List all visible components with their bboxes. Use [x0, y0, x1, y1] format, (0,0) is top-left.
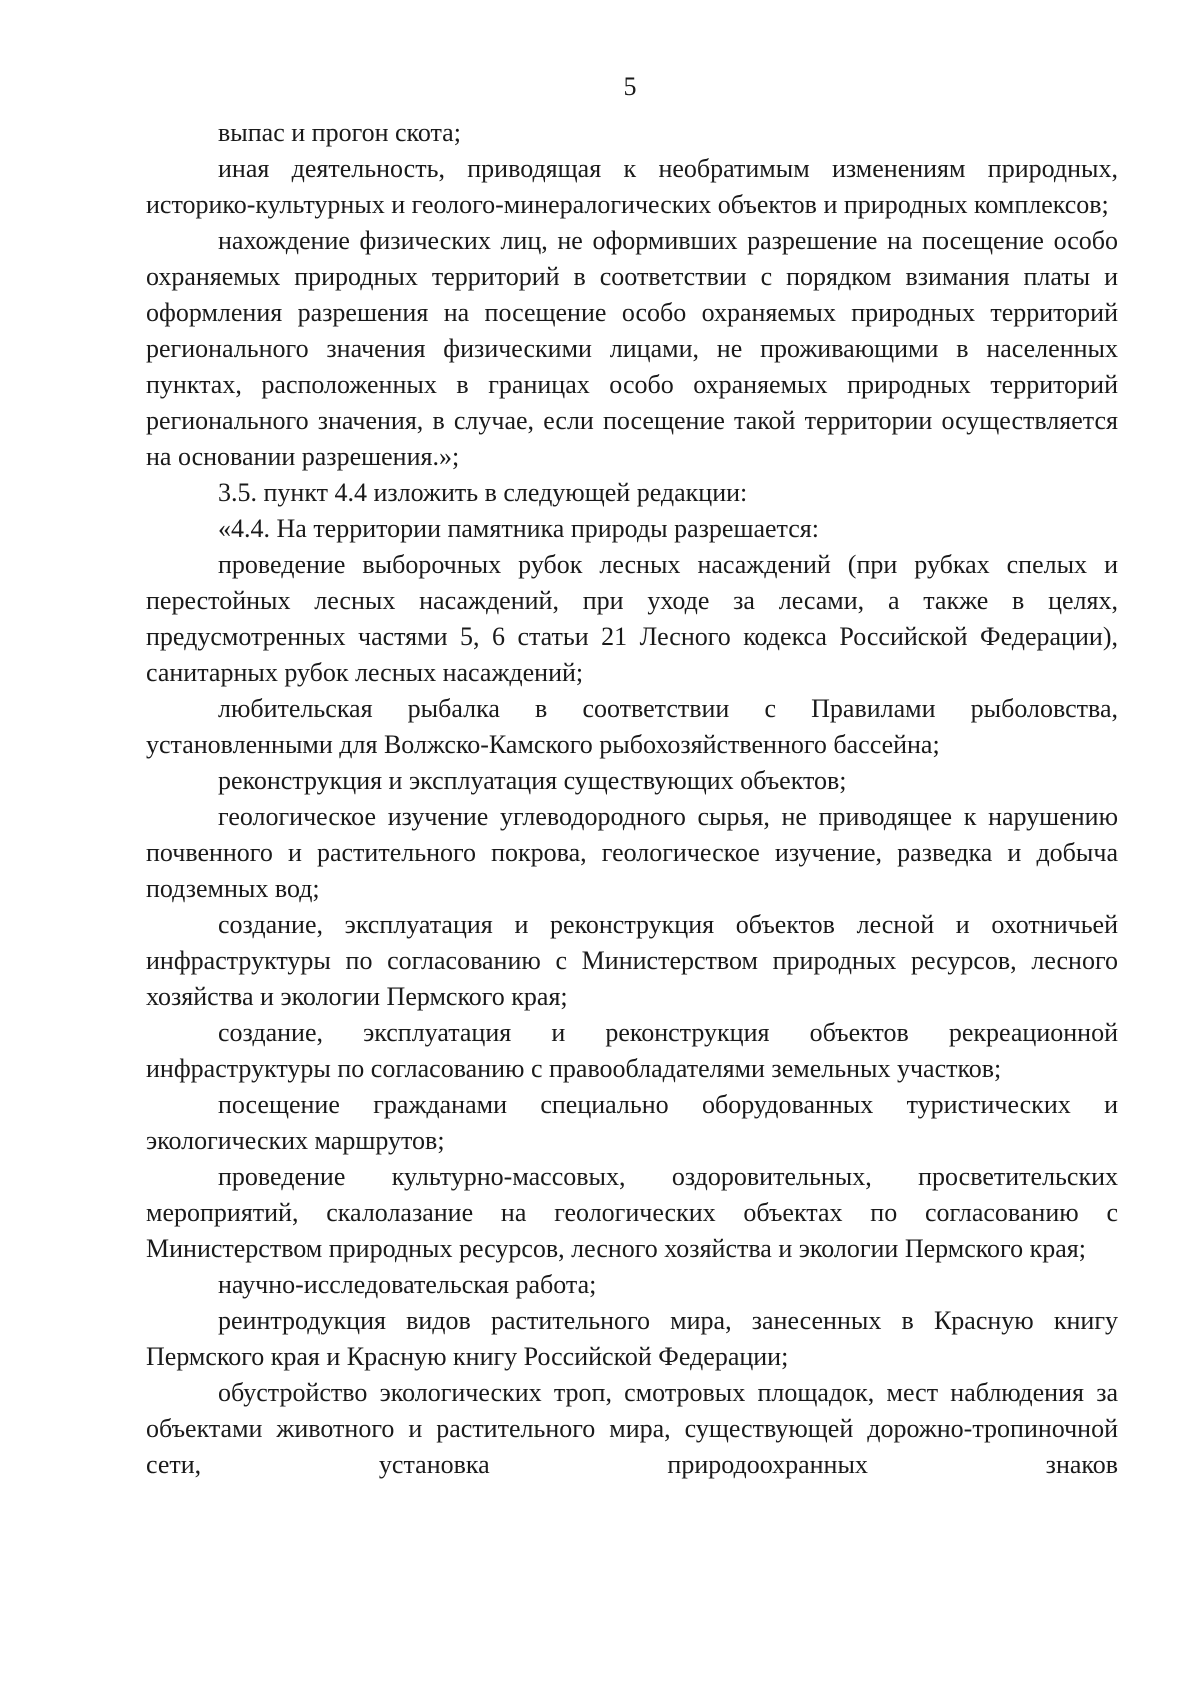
paragraph: проведение культурно-массовых, оздоровительных, просветительских мероприятий, скалолазание на геологических объектах по согласованию с Министерством природных ресурсов, лесного хозяйства и экологии Пермского края; [146, 1162, 1118, 1263]
paragraph: любительская рыбалка в соответствии с Правилами рыболовства, установленными для Волжско-Камского рыбохозяйственного бассейна; [146, 694, 1118, 759]
paragraph: создание, эксплуатация и реконструкция объектов лесной и охотничьей инфраструктуры по согласованию с Министерством природных ресурсов, лесного хозяйства и экологии Пермского края; [146, 910, 1118, 1011]
paragraph: «4.4. На территории памятника природы разрешается: [218, 514, 819, 543]
paragraph: нахождение физических лиц, не оформивших разрешение на посещение особо охраняемых природных территорий в соответствии с порядком взимания платы и оформления разрешения на посещение особо охраняемых природных территорий регионального значения физическими лицами, не проживающими в населенных пунктах, расположенных в границах особо охраняемых природных территорий регионального значения, в случае, если посещение такой территории осуществляется на основании разрешения.»; [146, 226, 1118, 471]
paragraph: иная деятельность, приводящая к необратимым изменениям природных, историко-культурных и геолого-минералогических объектов и природных комплексов; [146, 154, 1118, 219]
paragraph: научно-исследовательская работа; [218, 1270, 597, 1299]
paragraph: обустройство экологических троп, смотровых площадок, мест наблюдения за объектами животного и растительного мира, существующей дорожно-тропиночной сети, установка природоохранных знаков [146, 1378, 1118, 1479]
document-body [146, 115, 1118, 1483]
paragraph: реконструкция и эксплуатация существующих объектов; [218, 766, 847, 795]
paragraph: геологическое изучение углеводородного сырья, не приводящее к нарушению почвенного и растительного покрова, геологическое изучение, разведка и добыча подземных вод; [146, 802, 1118, 903]
page-number: 5 [623, 72, 637, 101]
paragraph: посещение гражданами специально оборудованных туристических и экологических маршрутов; [146, 1090, 1118, 1155]
paragraph: проведение выборочных рубок лесных насаждений (при рубках спелых и перестойных лесных насаждений, при уходе за лесами, а также в целях, предусмотренных частями 5, 6 статьи 21 Лесного кодекса Российской Федерации), санитарных рубок лесных насаждений; [146, 550, 1118, 687]
paragraph: выпас и прогон скота; [218, 118, 461, 147]
paragraph: 3.5. пункт 4.4 изложить в следующей редакции: [218, 478, 748, 507]
paragraph: реинтродукция видов растительного мира, занесенных в Красную книгу Пермского края и Красную книгу Российской Федерации; [146, 1306, 1118, 1371]
paragraph: создание, эксплуатация и реконструкция объектов рекреационной инфраструктуры по согласованию с правообладателями земельных участков; [146, 1018, 1118, 1083]
